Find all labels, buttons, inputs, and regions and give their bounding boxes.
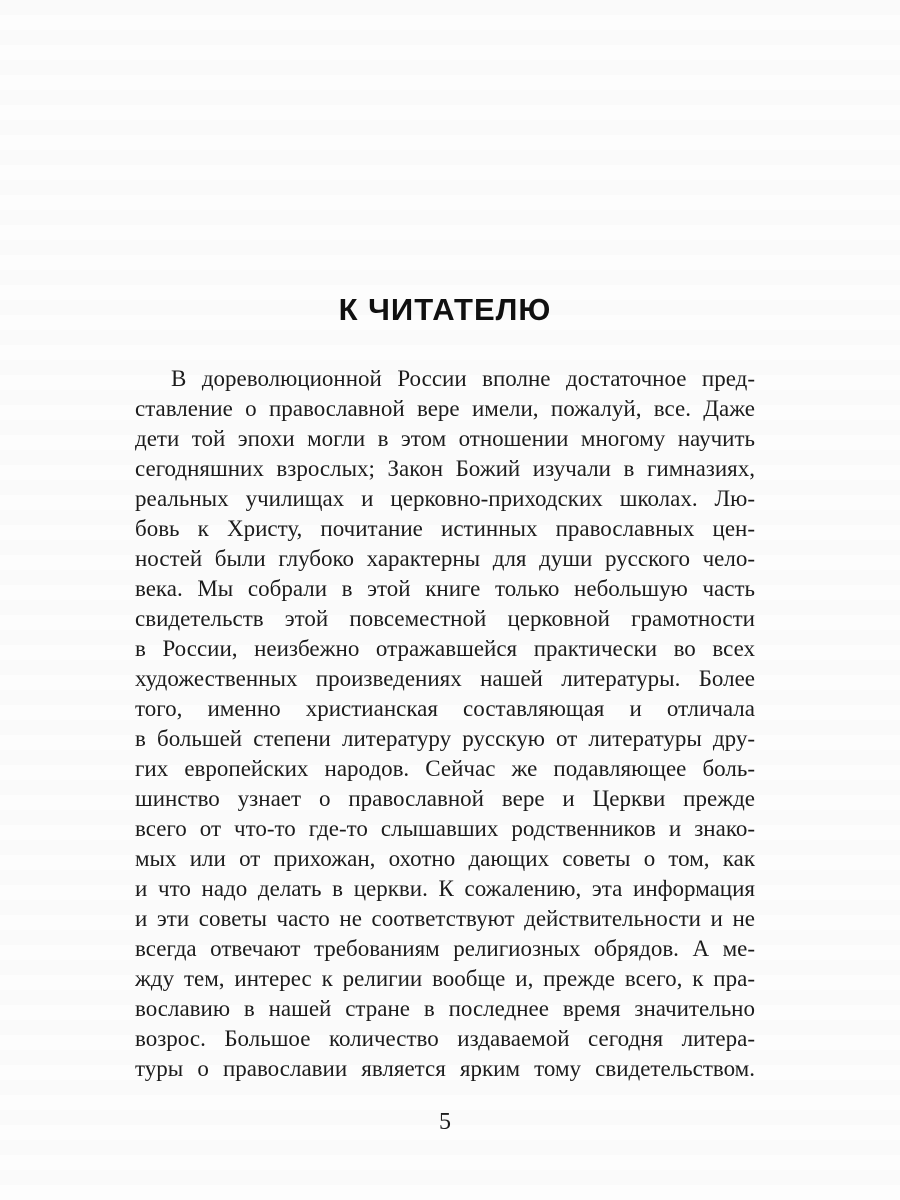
- text-line: бовь к Христу, почитание истинных православных цен-: [135, 516, 755, 541]
- text-line: и эти советы часто не соответствуют действительности и не: [135, 906, 755, 931]
- text-line: шинство узнает о православной вере и Церкви прежде: [135, 786, 755, 811]
- text-line: В дореволюционной России вполне достаточное пред-: [171, 366, 755, 391]
- text-line: реальных училищах и церковно-приходских школах. Лю-: [135, 486, 755, 511]
- text-line: в России, неизбежно отражавшейся практически во всех: [135, 636, 755, 661]
- text-line: жду тем, интерес к религии вообще и, прежде всего, к пра-: [135, 966, 755, 991]
- text-line: ставление о православной вере имели, пожалуй, все. Даже: [135, 396, 755, 421]
- text-line: сегодняшних взрослых; Закон Божий изучали в гимназиях,: [135, 456, 755, 481]
- text-line: века. Мы собрали в этой книге только небольшую часть: [135, 576, 755, 601]
- text-line: всегда отвечают требованиям религиозных обрядов. А ме-: [135, 936, 755, 961]
- text-line: художественных произведениях нашей литературы. Более: [135, 666, 755, 691]
- text-line: туры о православии является ярким тому свидетельством.: [135, 1056, 755, 1081]
- text-line: вославию в нашей стране в последнее время значительно: [135, 996, 755, 1021]
- text-line: всего от что-то где-то слышавших родственников и знако-: [135, 816, 755, 841]
- text-line: мых или от прихожан, охотно дающих советы о том, как: [135, 846, 755, 871]
- text-line: свидетельств этой повсеместной церковной грамотности: [135, 606, 755, 631]
- text-line: того, именно христианская составляющая и отличала: [135, 696, 755, 721]
- text-line: возрос. Большое количество издаваемой сегодня литера-: [135, 1026, 755, 1051]
- text-line: в большей степени литературу русскую от литературы дру-: [135, 726, 755, 751]
- text-line: ностей были глубоко характерны для души русского чело-: [135, 546, 755, 571]
- text-line: гих европейских народов. Сейчас же подавляющее боль-: [135, 756, 755, 781]
- page-number: 5: [439, 1109, 451, 1135]
- chapter-body-paragraph: [135, 364, 755, 1084]
- text-line: и что надо делать в церкви. К сожалению, эта информация: [135, 876, 755, 901]
- chapter-title: К ЧИТАТЕЛЮ: [338, 292, 552, 327]
- text-line: дети той эпохи могли в этом отношении многому научить: [135, 426, 755, 451]
